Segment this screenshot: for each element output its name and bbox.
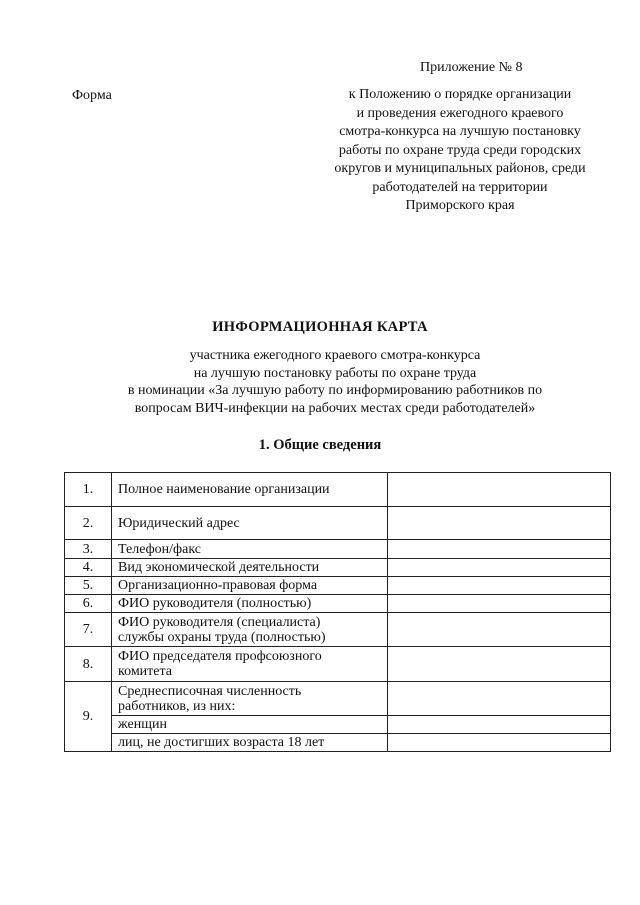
row-label	[112, 682, 388, 716]
subtitle-line: участника ежегодного краевого смотра-конкурса	[189, 348, 481, 363]
value-cell[interactable]	[388, 613, 611, 647]
appendix-line: работы по охране труда среди городских	[338, 142, 582, 158]
row-number: 5.	[65, 577, 112, 595]
value-cell[interactable]	[388, 473, 611, 507]
appendix-line: Приморского края	[405, 198, 515, 213]
appendix-line: смотра-конкурса на лучшую постановку	[339, 124, 581, 139]
value-cell[interactable]	[388, 507, 611, 540]
row-number: 8.	[65, 647, 112, 682]
appendix-line: работодателей на территории	[372, 179, 548, 195]
row-label: Вид экономической деятельности	[112, 559, 388, 577]
row-number: 2.	[65, 507, 112, 540]
row-label: лиц, не достигших возраста 18 лет	[112, 734, 388, 752]
appendix-line: к Положению о порядке организации	[348, 87, 572, 102]
appendix-line: округов и муниципальных районов, среди	[334, 161, 586, 176]
row-number: 1.	[65, 473, 112, 507]
subtitle-line: в номинации «За лучшую работу по информированию работников по	[127, 383, 543, 398]
row-label-line: службы охраны труда (полностью)	[118, 629, 326, 645]
appendix-reference	[300, 86, 620, 216]
table-row	[65, 540, 611, 559]
row-label-line: работников, из них:	[118, 698, 236, 714]
value-cell[interactable]	[388, 577, 611, 595]
table-row	[65, 682, 611, 716]
document-title: ИНФОРМАЦИОННАЯ КАРТА	[212, 319, 428, 335]
table-row	[65, 577, 611, 595]
value-cell[interactable]	[388, 682, 611, 716]
row-number: 6.	[65, 595, 112, 613]
row-label-line: ФИО руководителя (специалиста)	[118, 614, 321, 630]
row-number: 4.	[65, 559, 112, 577]
row-label: Телефон/факс	[112, 540, 388, 559]
table-row	[65, 647, 611, 682]
row-label	[112, 647, 388, 682]
value-cell[interactable]	[388, 540, 611, 559]
row-label: Полное наименование организации	[112, 473, 388, 507]
appendix-line: и проведения ежегодного краевого	[356, 105, 564, 121]
table-sub-row	[65, 734, 611, 752]
row-label: Юридический адрес	[112, 507, 388, 540]
value-cell[interactable]	[388, 734, 611, 752]
row-number: 7.	[65, 613, 112, 647]
row-label-line: Среднесписочная численность	[118, 683, 302, 699]
subtitle-line: вопросам ВИЧ-инфекции на рабочих местах среди работодателей»	[134, 400, 536, 416]
table-sub-row	[65, 716, 611, 734]
table-row	[65, 613, 611, 647]
value-cell[interactable]	[388, 716, 611, 734]
table-row	[65, 595, 611, 613]
row-number: 3.	[65, 540, 112, 559]
form-label: Форма	[72, 88, 112, 103]
row-label	[112, 613, 388, 647]
table-row	[65, 507, 611, 540]
table-row	[65, 559, 611, 577]
row-number: 9.	[65, 682, 112, 752]
table-row	[65, 473, 611, 507]
row-label: Организационно-правовая форма	[112, 577, 388, 595]
general-info-table	[64, 472, 611, 752]
section-title: 1. Общие сведения	[258, 437, 382, 453]
row-label: женщин	[112, 716, 388, 734]
subtitle-line: на лучшую постановку работы по охране труда	[193, 365, 477, 381]
value-cell[interactable]	[388, 559, 611, 577]
document-subtitle	[100, 347, 570, 417]
row-label-line: комитета	[118, 664, 173, 679]
appendix-number: Приложение № 8	[420, 60, 523, 75]
row-label: ФИО руководителя (полностью)	[112, 595, 388, 613]
value-cell[interactable]	[388, 647, 611, 682]
row-label-line: ФИО председателя профсоюзного	[118, 649, 322, 664]
value-cell[interactable]	[388, 595, 611, 613]
